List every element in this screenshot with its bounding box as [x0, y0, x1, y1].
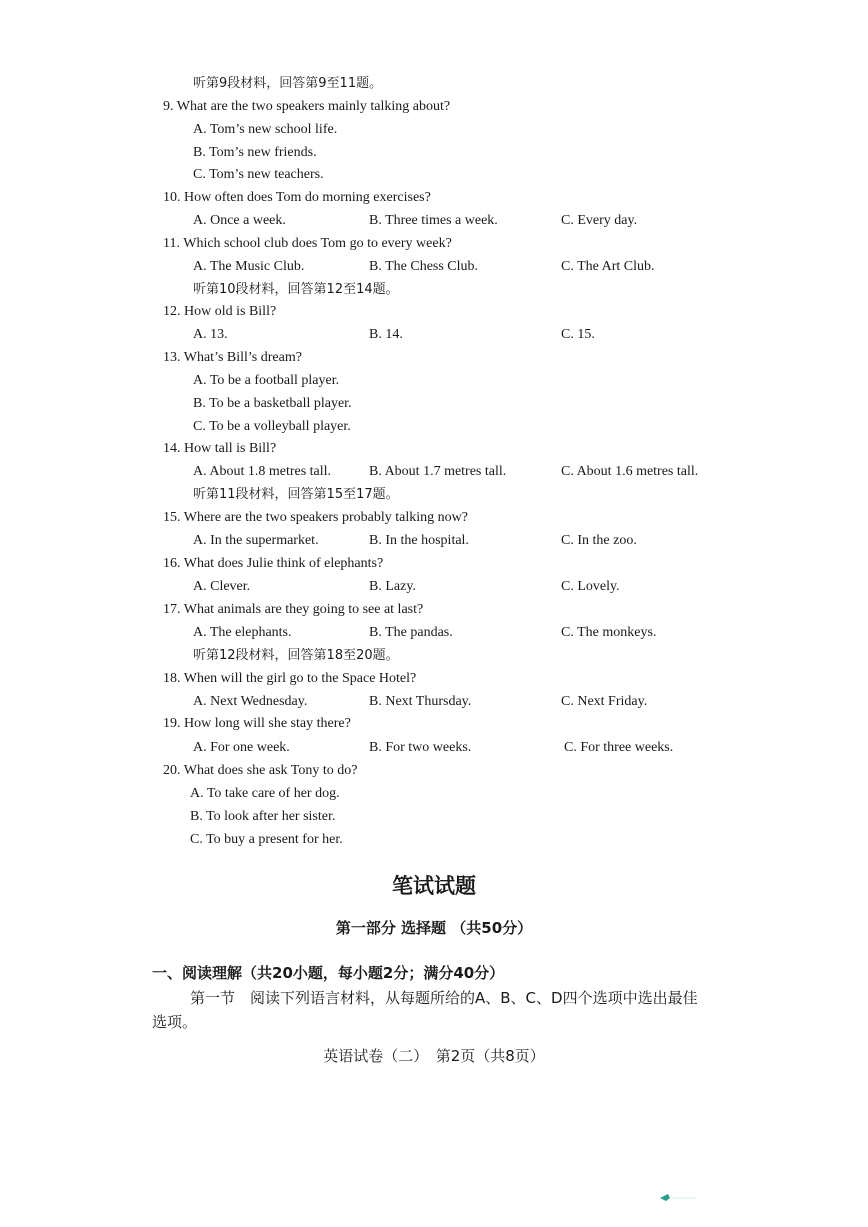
- question-14: 14. How tall is Bill?: [163, 441, 277, 456]
- q18-option-b: B. Next Thursday.: [369, 694, 472, 709]
- q9-option-c: C. Tom’s new teachers.: [193, 167, 324, 182]
- question-13: 13. What’s Bill’s dream?: [163, 350, 302, 365]
- listening-intro-10: 听第10段材料，回答第12至14题。: [193, 282, 399, 297]
- q16-option-c: C. Lovely.: [561, 579, 620, 594]
- page-footer: 英语试卷（二） 第2页（共8页）: [323, 1047, 545, 1065]
- q16-option-b: B. Lazy.: [369, 579, 416, 594]
- q10-option-a: A. Once a week.: [193, 213, 286, 228]
- question-20: 20. What does she ask Tony to do?: [163, 763, 358, 778]
- part-one-title: 第一部分 选择题 （共50分）: [335, 919, 533, 937]
- q14-option-c: C. About 1.6 metres tall.: [561, 464, 699, 479]
- listening-intro-12: 听第12段材料，回答第18至20题。: [193, 648, 399, 663]
- q19-option-a: A. For one week.: [193, 740, 290, 755]
- q20-option-b: B. To look after her sister.: [190, 809, 336, 824]
- q18-option-c: C. Next Friday.: [561, 694, 648, 709]
- question-11: 11. Which school club does Tom go to every week?: [163, 236, 452, 251]
- q17-option-a: A. The elephants.: [193, 625, 292, 640]
- question-9: 9. What are the two speakers mainly talking about?: [163, 99, 451, 114]
- q10-option-b: B. Three times a week.: [369, 213, 498, 228]
- q20-option-c: C. To buy a present for her.: [190, 832, 343, 847]
- question-10: 10. How often does Tom do morning exercises?: [163, 190, 431, 205]
- q15-option-a: A. In the supermarket.: [193, 533, 319, 548]
- q18-option-a: A. Next Wednesday.: [193, 694, 308, 709]
- written-test-title: 笔试试题: [392, 874, 476, 898]
- q19-option-c: C. For three weeks.: [564, 740, 674, 755]
- q12-option-a: A. 13.: [193, 327, 228, 342]
- instruction-line-1: 第一节 阅读下列语言材料，从每题所给的A、B、C、D四个选项中选出最佳: [190, 989, 698, 1007]
- q17-option-b: B. The pandas.: [369, 625, 453, 640]
- question-12: 12. How old is Bill?: [163, 304, 277, 319]
- q16-option-a: A. Clever.: [193, 579, 251, 594]
- listening-intro-11: 听第11段材料，回答第15至17题。: [193, 487, 399, 502]
- reading-section-title: 一、阅读理解（共20小题，每小题2分；满分40分）: [152, 964, 505, 982]
- question-17: 17. What animals are they going to see at last?: [163, 602, 424, 617]
- q20-option-a: A. To take care of her dog.: [190, 786, 340, 801]
- q11-option-b: B. The Chess Club.: [369, 259, 479, 274]
- q12-option-c: C. 15.: [561, 327, 595, 342]
- q12-option-b: B. 14.: [369, 327, 403, 342]
- q15-option-b: B. In the hospital.: [369, 533, 469, 548]
- q13-option-b: B. To be a basketball player.: [193, 396, 352, 411]
- q13-option-c: C. To be a volleyball player.: [193, 419, 351, 434]
- q9-option-b: B. Tom’s new friends.: [193, 145, 317, 160]
- q9-option-a: A. Tom’s new school life.: [193, 122, 338, 137]
- instruction-line-2: 选项。: [152, 1013, 198, 1031]
- q15-option-c: C. In the zoo.: [561, 533, 637, 548]
- question-15: 15. Where are the two speakers probably talking now?: [163, 510, 468, 525]
- q11-option-a: A. The Music Club.: [193, 259, 305, 274]
- corner-mark-icon: [658, 1190, 698, 1204]
- q14-option-b: B. About 1.7 metres tall.: [369, 464, 507, 479]
- question-16: 16. What does Julie think of elephants?: [163, 556, 384, 571]
- q11-option-c: C. The Art Club.: [561, 259, 655, 274]
- question-18: 18. When will the girl go to the Space Hotel?: [163, 671, 417, 686]
- listening-intro-9: 听第9段材料，回答第9至11题。: [193, 76, 383, 91]
- q13-option-a: A. To be a football player.: [193, 373, 340, 388]
- q19-option-b: B. For two weeks.: [369, 740, 472, 755]
- q17-option-c: C. The monkeys.: [561, 625, 657, 640]
- q14-option-a: A. About 1.8 metres tall.: [193, 464, 332, 479]
- question-19: 19. How long will she stay there?: [163, 716, 351, 731]
- q10-option-c: C. Every day.: [561, 213, 638, 228]
